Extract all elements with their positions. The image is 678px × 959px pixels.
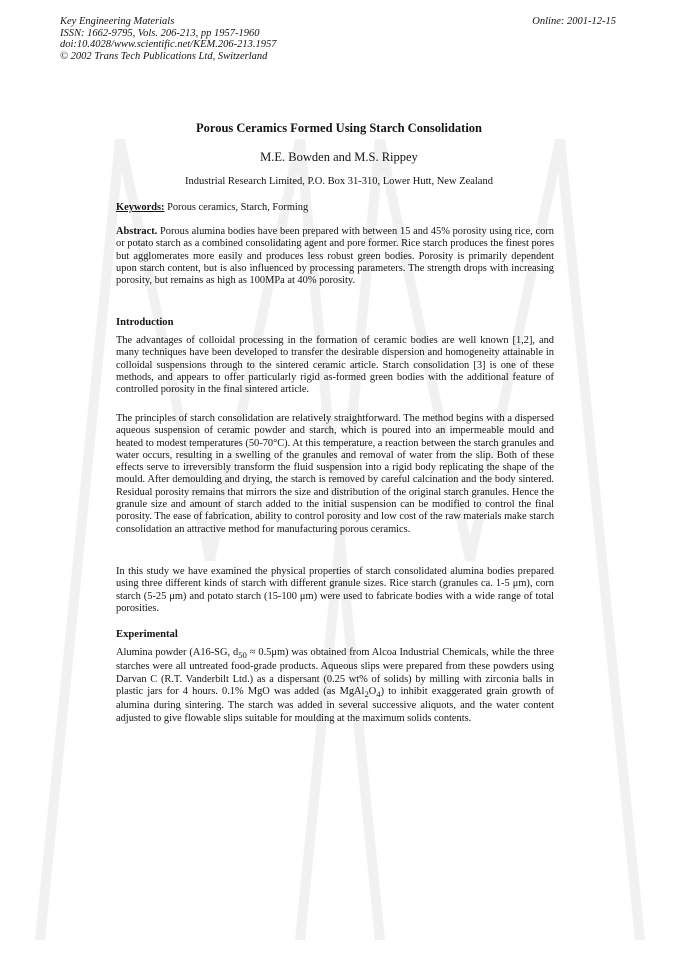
experimental-text-d: ) to inhibit exaggerated grain growth of alumina during sintering. The starch was added in several successive aliquots, and the water content adjusted to give flowable slips suitable for moulding at the maximum solids contents. <box>116 685 554 724</box>
experimental-paragraph-1 <box>116 647 554 725</box>
experimental-heading: Experimental <box>116 629 178 640</box>
affiliation: Industrial Research Limited, P.O. Box 31-310, Lower Hutt, New Zealand <box>185 176 493 187</box>
introduction-paragraph-2: The principles of starch consolidation are relatively straightforward. The method begins with a dispersed aqueous suspension of ceramic powder and starch, which is poured into an impermeable mould and heated to modest temperatures (50-70°C). At this temperature, a reaction between the starch granules and water occurs, resulting in a swelling of the granules and removal of water from the slip. Both of these effects serve to irreversibly transform the fluid suspension into a rigid body replicating the shape of the mould. After demoulding and drying, the starch is removed by careful calcination and the body sintered. Residual porosity remains that mirrors the size and distribution of the original starch granules. Hence the granule size and amount of starch added to the initial suspension can be modified to control the final porosity. The ease of fabrication, ability to control porosity and low cost of the raw materials make starch consolidation an attractive method for manufacturing porous ceramics. <box>116 413 555 535</box>
introduction-heading: Introduction <box>116 317 174 328</box>
copyright-line: © 2002 Trans Tech Publications Ltd, Switzerland <box>60 50 268 62</box>
introduction-paragraph-3: In this study we have examined the physical properties of starch consolidated alumina bodies prepared using three different kinds of starch with different granule sizes. Rice starch (granules ca. 1-5 μm), corn starch (5-25 μm) and potato starch (15-100 μm) were used to fabricate bodies with a wide range of total porosities. <box>116 566 554 614</box>
journal-name: Key Engineering Materials <box>60 16 175 27</box>
keywords <box>116 202 554 214</box>
abstract <box>116 226 554 287</box>
introduction-paragraph-1: The advantages of colloidal processing in the formation of ceramic bodies are well known [1,2], and many techniques have been developed to transfer the desirable dispersion and homogeneity attainable in colloidal suspensions through to the sintered ceramic article. Starch consolidation [3] is one of these methods, and appears to offer particularly rigid as-formed green bodies with the additional feature of controlled porosity in the final sintered article. <box>116 335 554 396</box>
doi-line: doi:10.4028/www.scientific.net/KEM.206-213.1957 <box>60 39 277 51</box>
abstract-label: Abstract. <box>116 226 158 237</box>
abstract-text: Porous alumina bodies have been prepared with between 15 and 45% porosity using rice, corn or potato starch as a combined consolidating agent and pore former. Rice starch produces the finest pores but agglomerates more easily and produces less robust green bodies. Porosity is primarily dependent upon starch content, but is also influenced by processing parameters. The strength drops with increasing porosity, but remains as high as 100MPa at 40% porosity. <box>116 226 554 287</box>
paper-title: Porous Ceramics Formed Using Starch Consolidation <box>196 121 482 135</box>
experimental-text-c: O <box>368 685 377 697</box>
experimental-text-b: ≈ 0.5μm) was obtained from Alcoa Industrial Chemicals, while the three starches were all untreated food-grade products. Aqueous slips were prepared from these powders using Darvan C (R.T. Vanderbilt Ltd.) as a dispersant (0.25 wt% of solids) by milling with zirconia balls in plastic jars for 4 hours. 0.1% MgO was added (as MgAl <box>116 647 554 697</box>
paper-authors: M.E. Bowden and M.S. Rippey <box>260 150 418 164</box>
journal-header <box>60 16 616 62</box>
experimental-sub-o4: 4 <box>376 689 381 700</box>
experimental-text-a: Alumina powder (A16-SG, d <box>116 647 239 658</box>
issn-line: ISSN: 1662-9795, Vols. 206-213, pp 1957-1960 <box>60 27 260 39</box>
experimental-sub-d50: 50 <box>238 650 247 661</box>
online-date: Online: 2001-12-15 <box>532 16 616 27</box>
keywords-label: Keywords: <box>116 202 165 213</box>
experimental-sub-al2: 2 <box>364 689 369 700</box>
keywords-text: Porous ceramics, Starch, Forming <box>164 202 309 213</box>
